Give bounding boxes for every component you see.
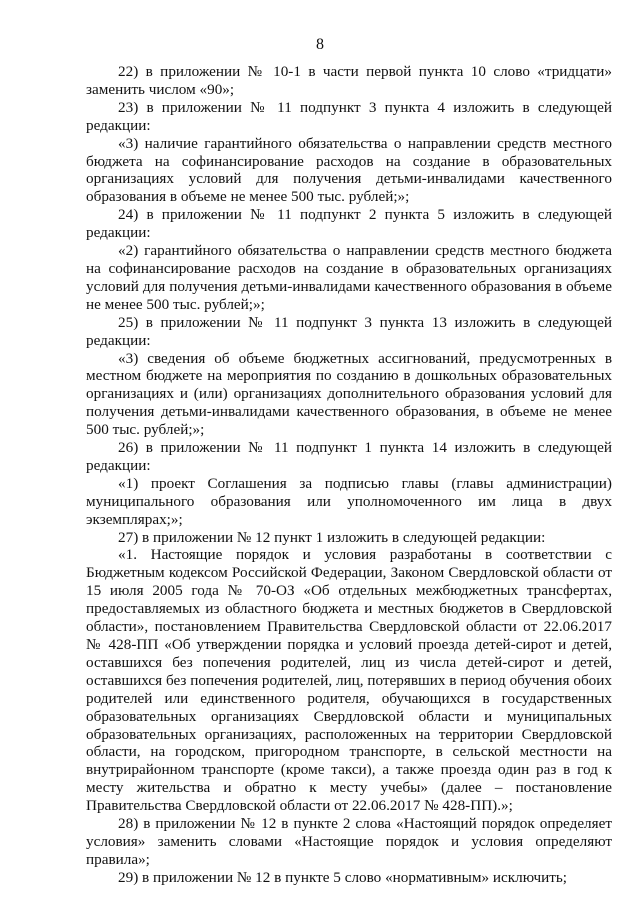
paragraph-item-27: 27) в приложении № 12 пункт 1 изложить в следующей редакции: [118, 528, 546, 546]
paragraph-quote-27: «1. Настоящие порядок и условия разработаны в соответствии с Бюджетным кодексом Российской Федерации, Законом Свердловской области от 15 июля 2005 года № 70-ОЗ «Об отдельных межбюджетных трансфертах, предоставляемых из областного бюджета и местных бюджетов в Свердловской области», постановлением Правительства Свердловской области от 22.06.2017 № 428-ПП «Об утверждении порядка и условий проезда детей-сирот и детей, оставшихся без попечения родителей, лиц из числа детей-сирот и детей, оставшихся без попечения родителей, лиц, потерявших в период обучения обоих родителей или единственного родителя, обучающихся в государственных образовательных организациях Свердловской области и муниципальных образовательных организациях, расположенных на территории Свердловской области, на городском, пригородном транспорте, в сельской местности на внутрирайонном транспорте (кроме такси), а также проезда один раз в год к месту жительства и обратно к месту учебы» (далее – постановление Правительства Свердловской области от 22.06.2017 № 428-ПП).»; [86, 546, 612, 815]
paragraph-item-29: 29) в приложении № 12 в пункте 5 слово «нормативным» исключить; [118, 868, 568, 886]
paragraph-quote-25: «3) сведения об объеме бюджетных ассигнований, предусмотренных в местном бюджете на мероприятия по созданию в дошкольных образовательных организациях и (или) организациях дополнительного образования условий для получения детьми-инвалидами качественного образования, в объеме не менее 500 тыс. рублей;»; [86, 349, 612, 439]
paragraph-quote-23: «3) наличие гарантийного обязательства о направлении средств местного бюджета на софинансирование расходов на создание в образовательных организациях условий для получения детьми-инвалидами качественного образования в объеме не менее 500 тыс. рублей;»; [86, 134, 612, 206]
paragraph-quote-26: «1) проект Соглашения за подписью главы (главы администрации) муниципального образования или уполномоченного им лица в двух экземплярах;»; [86, 474, 612, 528]
paragraph-item-28: 28) в приложении № 12 в пункте 2 слова «Настоящий порядок определяет условия» заменить словами «Настоящие порядок и условия определяют правила»; [86, 815, 612, 868]
paragraph-item-22: 22) в приложении № 10-1 в части первой пункта 10 слово «тридцати» заменить числом «90»; [86, 63, 612, 98]
paragraph-item-26: 26) в приложении № 11 подпункт 1 пункта 14 изложить в следующей редакции: [86, 439, 612, 474]
paragraph-item-24: 24) в приложении № 11 подпункт 2 пункта 5 изложить в следующей редакции: [86, 206, 612, 242]
paragraph-item-23: 23) в приложении № 11 подпункт 3 пункта 4 изложить в следующей редакции: [86, 98, 612, 134]
page-number: 8 [316, 36, 324, 53]
document-body [86, 63, 612, 887]
paragraph-item-25: 25) в приложении № 11 подпункт 3 пункта 13 изложить в следующей редакции: [86, 313, 612, 349]
paragraph-quote-24: «2) гарантийного обязательства о направлении средств местного бюджета на софинансирование расходов на создание в образовательных организациях условий для получения детьми-инвалидами качественного образования в объеме не менее 500 тыс. рублей;»; [86, 242, 612, 313]
